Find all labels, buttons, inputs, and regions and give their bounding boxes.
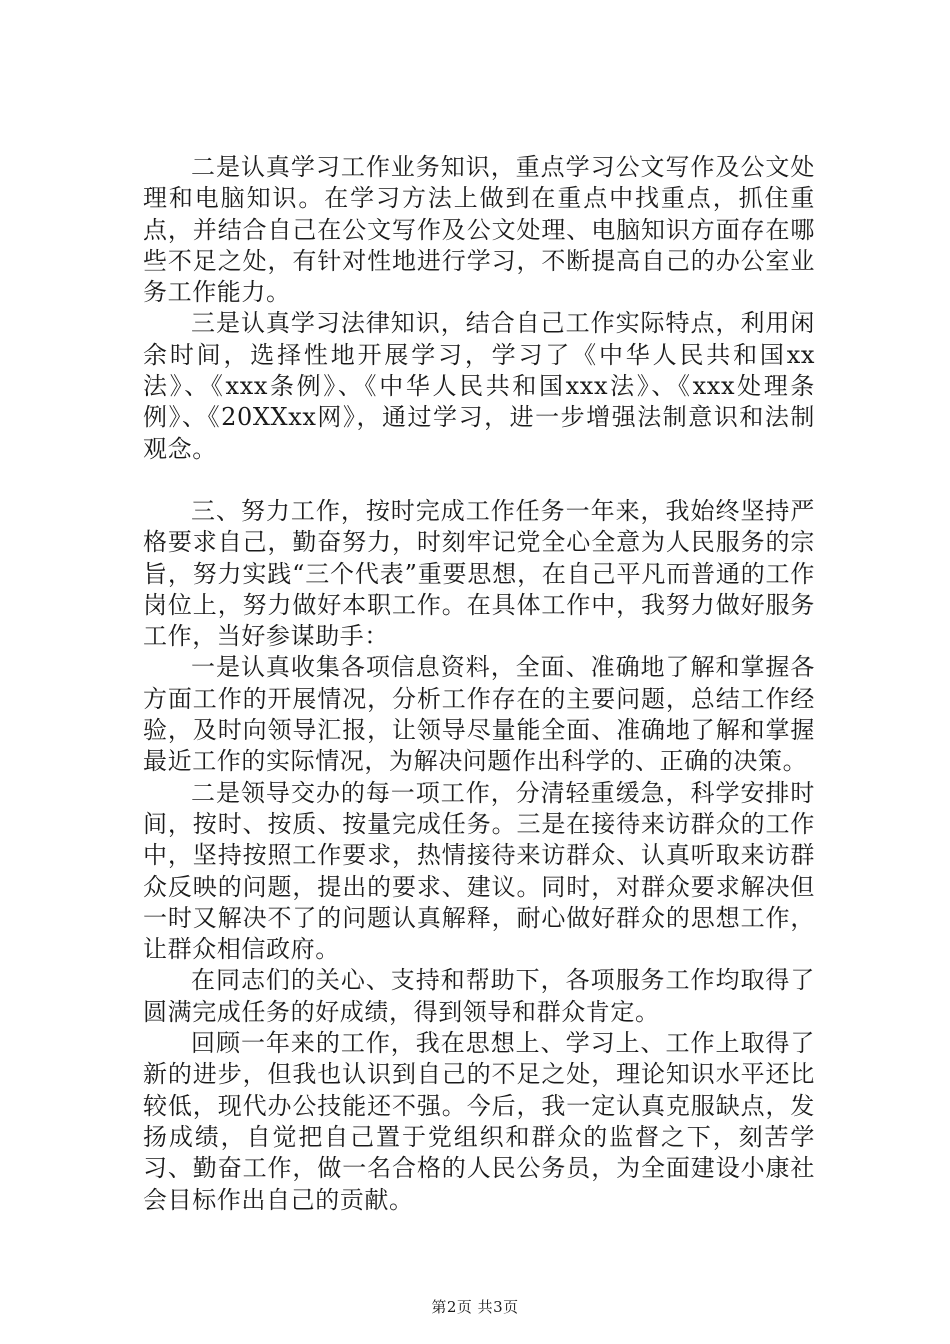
paragraph-assigned-tasks: 二是领导交办的每一项工作，分清轻重缓急，科学安排时间，按时、按质、按量完成任务。三是在接待来访群众的工作中，坚持按照工作要求，热情接待来访群众、认真听取来访群众反映的问题，提出的要求、建议。同时，对群众要求解决但一时又解决不了的问题认真解释，耐心做好群众的思想工作，让群众相信政府。 (143, 778, 815, 964)
paragraph-spacer (143, 465, 815, 496)
document-body (143, 152, 815, 1216)
paragraph-achievements: 在同志们的关心、支持和帮助下，各项服务工作均取得了圆满完成任务的好成绩，得到领导和群众肯定。 (143, 966, 815, 1026)
paragraph-study-business: 二是认真学习工作业务知识，重点学习公文写作及公文处理和电脑知识。在学习方法上做到在重点中找重点，抓住重点，并结合自己在公文写作及公文处理、电脑知识方面存在哪些不足之处，有针对性地进行学习，不断提高自己的办公室业务工作能力。 (143, 153, 815, 307)
paragraph-review: 回顾一年来的工作，我在思想上、学习上、工作上取得了新的进步，但我也认识到自己的不足之处，理论知识水平还比较低，现代办公技能还不强。今后，我一定认真克服缺点，发扬成绩，自觉把自己置于党组织和群众的监督之下，刻苦学习、勤奋工作，做一名合格的人民公务员，为全面建设小康社会目标作出自己的贡献。 (143, 1029, 815, 1214)
page-footer: 第2页 共3页 (431, 1298, 519, 1316)
paragraph-study-law: 三是认真学习法律知识，结合自己工作实际特点，利用闲余时间，选择性地开展学习，学习了《中华人民共和国xx法》、《xxx条例》、《中华人民共和国xxx法》、《xxx处理条例》、《20XXxx网》，通过学习，进一步增强法制意识和法制观念。 (143, 309, 815, 463)
paragraph-work-hard: 三、努力工作，按时完成工作任务一年来，我始终坚持严格要求自己，勤奋努力，时刻牢记党全心全意为人民服务的宗旨，努力实践“三个代表”重要思想，在自己平凡而普通的工作岗位上，努力做好本职工作。在具体工作中，我努力做好服务工作，当好参谋助手： (143, 496, 815, 651)
paragraph-collect-info: 一是认真收集各项信息资料，全面、准确地了解和掌握各方面工作的开展情况，分析工作存在的主要问题，总结工作经验，及时向领导汇报，让领导尽量能全面、准确地了解和掌握最近工作的实际情况，为解决问题作出科学的、正确的决策。 (143, 653, 815, 776)
